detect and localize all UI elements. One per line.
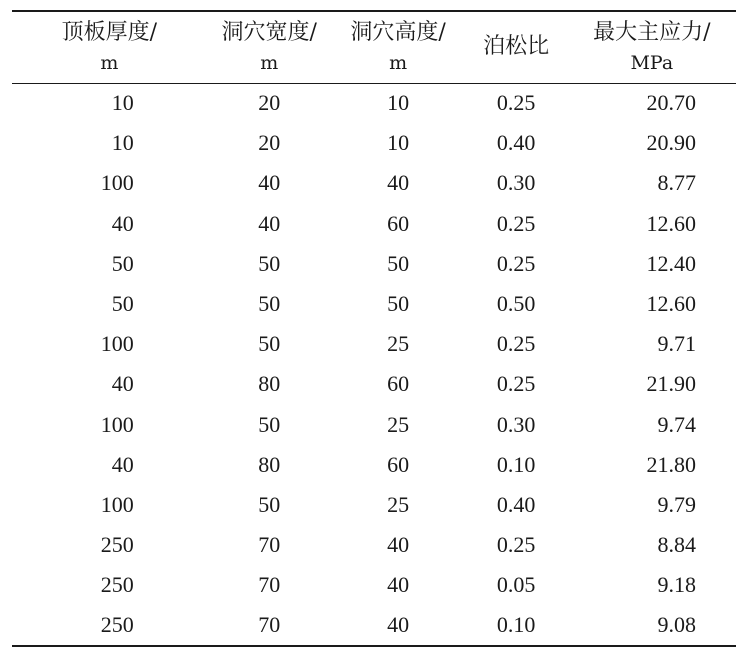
- table-row: [12, 445, 736, 485]
- cell-max-principal-stress: 12.60: [646, 291, 696, 317]
- header-cave-height-unit: m: [389, 52, 408, 75]
- cell-cave-height: 40: [387, 532, 410, 558]
- cell-cave-width: 50: [258, 331, 281, 357]
- cell-cave-width: 20: [258, 90, 281, 116]
- table-row: [12, 405, 736, 445]
- cell-poisson-ratio: 0.30: [496, 170, 536, 196]
- header-row: [12, 11, 736, 83]
- cell-max-principal-stress: 20.90: [646, 130, 696, 156]
- header-cave-width: [207, 11, 332, 83]
- cell-roof-thickness: 10: [111, 130, 134, 156]
- cell-poisson-ratio: 0.10: [496, 451, 536, 477]
- header-max-principal-stress-unit: MPa: [630, 52, 674, 75]
- cell-max-principal-stress: 8.77: [657, 170, 696, 196]
- cell-max-principal-stress: 21.90: [646, 371, 696, 397]
- table-row: [12, 123, 736, 163]
- cell-cave-width: 50: [258, 291, 281, 317]
- cell-cave-width: 80: [258, 371, 281, 397]
- header-roof-thickness-label: 顶板厚度/: [61, 20, 158, 46]
- cell-roof-thickness: 50: [111, 291, 134, 317]
- cell-cave-height: 60: [387, 451, 410, 477]
- cell-poisson-ratio: 0.50: [496, 291, 536, 317]
- header-poisson-ratio-label: 泊松比: [483, 34, 550, 60]
- header-cave-height-label: 洞穴高度/: [350, 20, 446, 46]
- cell-max-principal-stress: 12.60: [646, 210, 696, 236]
- cell-cave-width: 50: [258, 491, 281, 517]
- header-cave-width-label: 洞穴宽度/: [221, 20, 317, 46]
- cell-poisson-ratio: 0.40: [496, 130, 536, 156]
- cell-max-principal-stress: 9.79: [657, 491, 696, 517]
- cell-max-principal-stress: 9.08: [568, 605, 736, 645]
- table-row: [12, 485, 736, 525]
- cell-max-principal-stress: 9.74: [657, 411, 696, 437]
- data-table: [12, 10, 736, 647]
- cell-cave-width: 70: [258, 532, 281, 558]
- header-max-principal-stress-label: 最大主应力/: [593, 20, 711, 46]
- table-row: [12, 83, 736, 123]
- cell-cave-height: 60: [387, 371, 410, 397]
- cell-cave-width: 40: [258, 210, 281, 236]
- table-row: [12, 364, 736, 404]
- cell-roof-thickness: 250: [100, 532, 134, 558]
- cell-cave-height: 10: [387, 90, 410, 116]
- cell-cave-height: 25: [387, 491, 410, 517]
- cell-poisson-ratio: 0.25: [496, 532, 536, 558]
- table-row: [12, 565, 736, 605]
- cell-poisson-ratio: 0.25: [496, 210, 536, 236]
- cell-cave-width: 70: [258, 572, 281, 598]
- header-max-principal-stress: [568, 11, 736, 83]
- cell-poisson-ratio: 0.25: [496, 90, 536, 116]
- cell-roof-thickness: 250: [12, 605, 207, 645]
- cell-cave-height: 50: [387, 250, 410, 276]
- cell-roof-thickness: 50: [111, 250, 134, 276]
- table-row: [12, 525, 736, 565]
- cell-poisson-ratio: 0.10: [465, 605, 568, 645]
- cell-cave-width: 20: [258, 130, 281, 156]
- table-row: [12, 284, 736, 324]
- cell-max-principal-stress: 12.40: [646, 250, 696, 276]
- cell-roof-thickness: 100: [100, 170, 134, 196]
- cell-poisson-ratio: 0.25: [496, 371, 536, 397]
- cell-roof-thickness: 40: [111, 371, 134, 397]
- cell-max-principal-stress: 9.71: [657, 331, 696, 357]
- cell-cave-height: 25: [387, 411, 410, 437]
- cell-roof-thickness: 100: [100, 491, 134, 517]
- cell-roof-thickness: 100: [100, 411, 134, 437]
- table-row: [12, 163, 736, 203]
- cell-cave-width: 70: [207, 605, 332, 645]
- cell-max-principal-stress: 8.84: [657, 532, 696, 558]
- header-poisson-ratio: [465, 11, 568, 83]
- cell-poisson-ratio: 0.30: [496, 411, 536, 437]
- cell-cave-width: 80: [258, 451, 281, 477]
- table-row: [12, 244, 736, 284]
- cell-cave-height: 40: [387, 170, 410, 196]
- table-header: [12, 11, 736, 83]
- cell-cave-width: 50: [258, 250, 281, 276]
- cell-max-principal-stress: 9.18: [657, 572, 696, 598]
- table-row: [12, 605, 736, 645]
- cell-cave-height: 40: [387, 572, 410, 598]
- cell-cave-height: 50: [387, 291, 410, 317]
- cell-poisson-ratio: 0.05: [496, 572, 536, 598]
- cell-cave-height: 60: [387, 210, 410, 236]
- table-row: [12, 324, 736, 364]
- cell-cave-height: 40: [332, 605, 465, 645]
- cell-poisson-ratio: 0.25: [496, 331, 536, 357]
- table-body: [12, 83, 736, 646]
- cell-roof-thickness: 40: [111, 451, 134, 477]
- cell-poisson-ratio: 0.40: [496, 491, 536, 517]
- cell-cave-width: 50: [258, 411, 281, 437]
- cell-roof-thickness: 40: [111, 210, 134, 236]
- cell-max-principal-stress: 21.80: [646, 451, 696, 477]
- cell-roof-thickness: 100: [100, 331, 134, 357]
- cell-roof-thickness: 250: [100, 572, 134, 598]
- cell-poisson-ratio: 0.25: [496, 250, 536, 276]
- cell-max-principal-stress: 20.70: [646, 90, 696, 116]
- cell-cave-height: 25: [387, 331, 410, 357]
- cell-roof-thickness: 10: [111, 90, 134, 116]
- header-cave-height: [332, 11, 465, 83]
- header-roof-thickness-unit: m: [100, 52, 119, 75]
- header-cave-width-unit: m: [260, 52, 279, 75]
- cell-cave-width: 40: [258, 170, 281, 196]
- table-row: [12, 204, 736, 244]
- header-roof-thickness: [12, 11, 207, 83]
- cell-cave-height: 10: [387, 130, 410, 156]
